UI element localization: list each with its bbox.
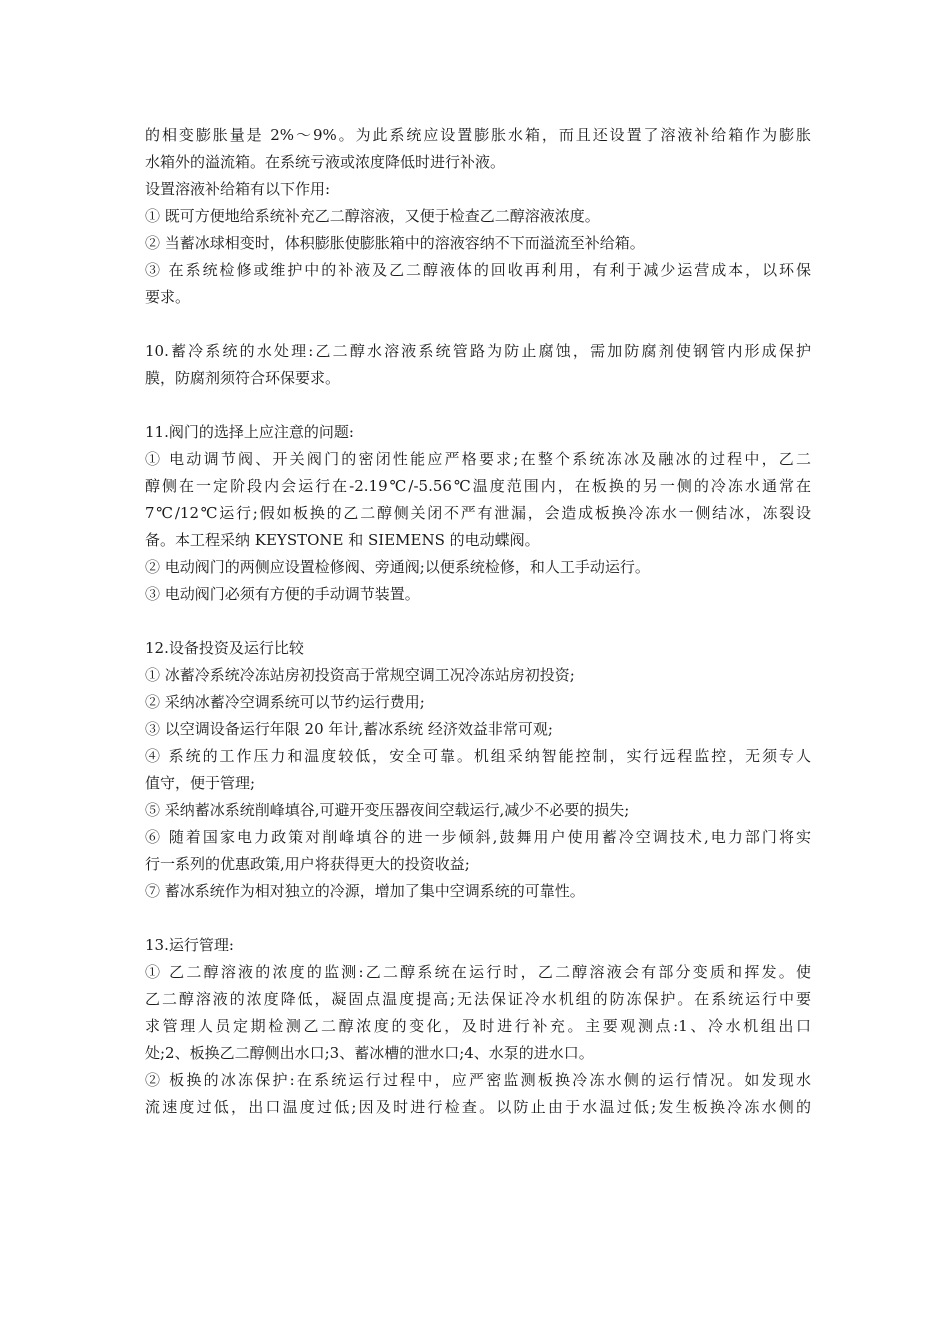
- text-line: 行一系列的优惠政策,用户将获得更大的投资收益;: [145, 855, 470, 873]
- text-line: 水箱外的溢流箱。在系统亏液或浓度降低时进行补液。: [145, 153, 506, 171]
- section-11-heading: 11.阀门的选择上应注意的问题:: [145, 423, 354, 441]
- text-line: 处;2、板换乙二醇侧出水口;3、蓄冰槽的泄水口;4、水泵的进水口。: [145, 1044, 594, 1062]
- section-12-heading: 12.设备投资及运行比较: [145, 639, 304, 657]
- text-line: ② 电动阀门的两侧应设置检修阀、旁通阀;以便系统检修，和人工手动运行。: [145, 558, 650, 576]
- text-line: 乙二醇溶液的浓度降低，凝固点温度提高;无法保证冷水机组的防冻保护。在系统运行中要: [145, 990, 811, 1008]
- section-10-heading: 10.蓄冷系统的水处理:乙二醇水溶液系统管路为防止腐蚀，需加防腐剂使钢管内形成保护: [145, 342, 811, 360]
- text-line: 的相变膨胀量是 2%～9%。为此系统应设置膨胀水箱，而且还设置了溶液补给箱作为膨胀: [145, 126, 811, 144]
- text-line: 备。本工程采纳 KEYSTONE 和 SIEMENS 的电动蝶阀。: [145, 531, 540, 549]
- text-line: ④ 系统的工作压力和温度较低，安全可靠。机组采纳智能控制，实行远程监控，无须专人: [145, 747, 811, 765]
- text-line: ③ 以空调设备运行年限 20 年计,蓄冰系统 经济效益非常可观;: [145, 720, 553, 738]
- text-line: ② 当蓄冰球相变时，体积膨胀使膨胀箱中的溶液容纳不下而溢流至补给箱。: [145, 234, 645, 252]
- text-line: ① 乙二醇溶液的浓度的监测:乙二醇系统在运行时，乙二醇溶液会有部分变质和挥发。使: [145, 963, 811, 981]
- text-line: ② 采纳冰蓄冷空调系统可以节约运行费用;: [145, 693, 425, 711]
- text-line: ⑦ 蓄冰系统作为相对独立的冷源，增加了集中空调系统的可靠性。: [145, 882, 585, 900]
- text-line: ③ 在系统检修或维护中的补液及乙二醇液体的回收再利用，有利于减少运营成本，以环保: [145, 261, 811, 279]
- document-body: [145, 122, 811, 1121]
- text-line: 7℃/12℃运行;假如板换的乙二醇侧关闭不严有泄漏，会造成板换冷冻水一侧结冰，冻裂设: [145, 504, 811, 522]
- text-line: ② 板换的冰冻保护:在系统运行过程中，应严密监测板换冷冻水侧的运行情况。如发现水: [145, 1071, 811, 1089]
- section-13-heading: 13.运行管理:: [145, 936, 234, 954]
- text-line: 求管理人员定期检测乙二醇浓度的变化，及时进行补充。主要观测点:1、冷水机组出口: [145, 1017, 811, 1035]
- text-line: 醇侧在一定阶段内会运行在-2.19℃/-5.56℃温度范围内，在板换的另一侧的冷冻水通常在: [145, 477, 811, 495]
- text-line: ③ 电动阀门必须有方便的手动调节装置。: [145, 585, 420, 603]
- text-line: ① 电动调节阀、开关阀门的密闭性能应严格要求;在整个系统冻冰及融冰的过程中，乙二: [145, 450, 811, 468]
- paragraph-gap: [145, 905, 811, 932]
- paragraph-gap: [145, 392, 811, 419]
- text-line: 设置溶液补给箱有以下作用:: [145, 180, 331, 198]
- text-line: 膜，防腐剂须符合环保要求。: [145, 369, 341, 387]
- text-line: ⑤ 采纳蓄冰系统削峰填谷,可避开变压器夜间空载运行,减少不必要的损失;: [145, 801, 630, 819]
- text-line: ① 既可方便地给系统补充乙二醇溶液，又便于检查乙二醇溶液浓度。: [145, 207, 600, 225]
- paragraph-gap: [145, 608, 811, 635]
- text-line: ⑥ 随着国家电力政策对削峰填谷的进一步倾斜,鼓舞用户使用蓄冷空调技术,电力部门将实: [145, 828, 811, 846]
- text-line: 要求。: [145, 288, 191, 306]
- paragraph-gap: [145, 311, 811, 338]
- text-line: 值守，便于管理;: [145, 774, 256, 792]
- text-line: 流速度过低，出口温度过低;因及时进行检查。以防止由于水温过低;发生板换冷冻水侧的: [145, 1098, 811, 1116]
- text-line: ① 冰蓄冷系统冷冻站房初投资高于常规空调工况冷冻站房初投资;: [145, 666, 575, 684]
